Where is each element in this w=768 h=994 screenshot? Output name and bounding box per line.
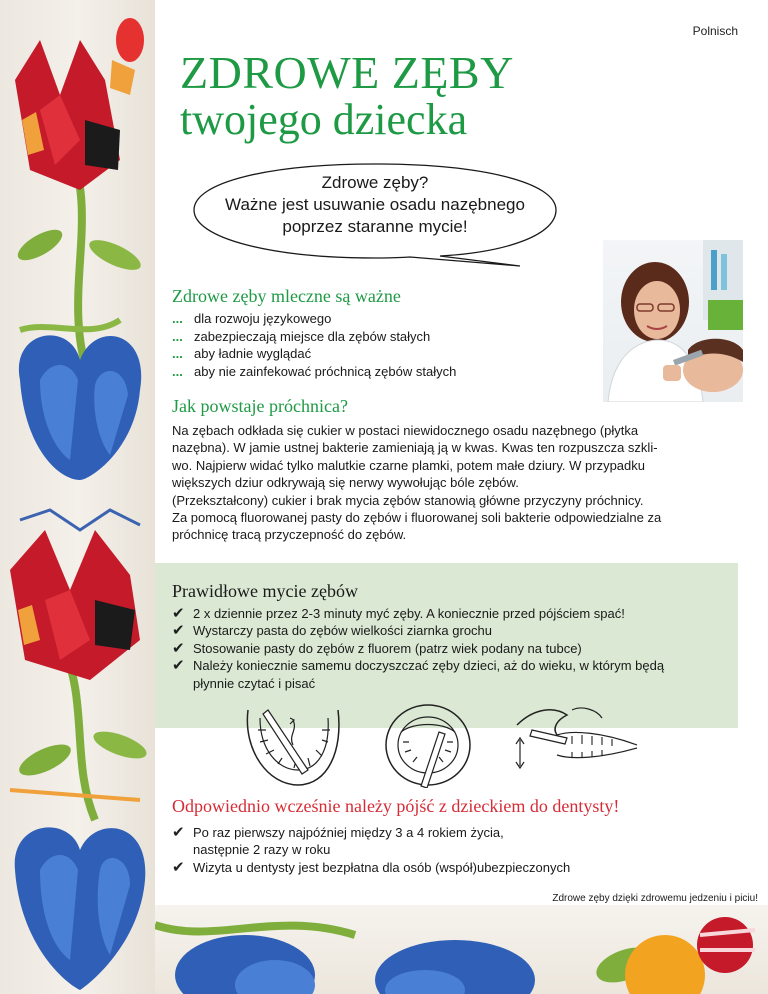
- bullet-dots: ...: [172, 346, 183, 361]
- milk-teeth-list: [172, 310, 456, 380]
- bullet-dots: ...: [172, 328, 183, 344]
- dentist-heading: Odpowiednio wcześnie należy pójść z dzieckiem do dentysty!: [172, 796, 620, 816]
- checkmark-icon: ✔: [172, 858, 185, 876]
- list-item: [172, 657, 664, 674]
- page-subtitle: twojego dziecka: [180, 95, 468, 144]
- checkmark-icon: ✔: [172, 824, 185, 841]
- list-item-text: aby ładnie wyglądać: [194, 346, 312, 361]
- list-item-text: aby nie zainfekować próchnicą zębów stałych: [194, 363, 457, 379]
- checkmark-icon: ✔: [172, 657, 185, 675]
- brushing-teeth-sketch-3: [512, 700, 640, 772]
- dentist-photo: [603, 240, 743, 402]
- list-item-text: dla rozwoju językowego: [194, 311, 332, 326]
- list-item: [172, 640, 664, 657]
- list-item-text: Stosowanie pasty do zębów z fluorem (patrz wiek podany na tubce): [193, 640, 582, 656]
- embroidery-flowers-illustration: [0, 0, 155, 994]
- paragraph-line: wo. Najpierw widać tylko malutkie czarne plamki, potem małe dziury. W przypadku: [172, 457, 645, 473]
- list-item: [172, 605, 664, 622]
- list-item-text: Należy koniecznie samemu doczyszczać zęby dzieci, aż do wieku, w którym będą: [193, 658, 665, 674]
- checkmark-icon: ✔: [172, 622, 185, 640]
- list-item: [172, 824, 570, 841]
- footer-note: Zdrowe zęby dzięki zdrowemu jedzeniu i piciu!: [552, 893, 758, 904]
- page-title: ZDROWE ZĘBY: [180, 47, 514, 98]
- dentist-list: [172, 824, 570, 876]
- list-item-text: zabezpieczają miejsce dla zębów stałych: [194, 328, 431, 344]
- list-item: [172, 310, 456, 328]
- brushing-teeth-sketch-1: [238, 700, 348, 790]
- paragraph-line: Za pomocą fluorowanej pasty do zębów i fluorowanej soli bakterie odpowiedzialne za: [172, 510, 662, 526]
- embroidery-bottom-illustration: [155, 905, 768, 994]
- embroidery-border-left: [0, 0, 155, 994]
- bullet-dots: ...: [172, 363, 183, 379]
- checkmark-icon: ✔: [172, 639, 185, 657]
- embroidery-border-bottom: [155, 905, 768, 994]
- brushing-heading: Prawidłowe mycie zębów: [172, 581, 358, 601]
- list-item: [172, 328, 456, 346]
- dentist-with-child-illustration: [603, 240, 743, 402]
- caries-heading: Jak powstaje próchnica?: [172, 396, 348, 416]
- list-item-continuation: następnie 2 razy w roku: [193, 842, 331, 858]
- brushing-list: [172, 605, 664, 692]
- list-item: [172, 345, 456, 363]
- list-item: [172, 859, 570, 876]
- paragraph-line: (Przekształcony) cukier i brak mycia zębów stanowią główne przyczyny próchnicy.: [172, 492, 644, 508]
- paragraph-line: nazębna). W jamie ustnej bakterie zamieniają ją w kwas. Kwas ten rozpuszcza szkli-: [172, 440, 658, 456]
- list-item-text: 2 x dziennie przez 2-3 minuty myć zęby. A koniecznie przed pójściem spać!: [193, 606, 625, 621]
- list-item: [172, 363, 456, 381]
- language-label: Polnisch: [692, 24, 738, 38]
- list-item-continuation: płynnie czytać i pisać: [193, 675, 316, 691]
- brushing-teeth-sketch-2: [383, 702, 473, 788]
- list-item-text: Wystarczy pasta do zębów wielkości ziarnka grochu: [193, 623, 493, 639]
- checkmark-icon: ✔: [172, 605, 185, 622]
- list-item-text: Wizyta u dentysty jest bezpłatna dla osób (współ)ubezpieczonych: [193, 859, 571, 875]
- list-item-text: Po raz pierwszy najpóźniej między 3 a 4 rokiem życia,: [193, 825, 504, 840]
- bubble-line-2: Ważne jest usuwanie osadu nazębnego: [225, 195, 525, 214]
- milk-teeth-heading: Zdrowe zęby mleczne są ważne: [172, 286, 401, 306]
- paragraph-line: większych dziur odkrywają się nerwy wywołując bóle zębów.: [172, 475, 519, 491]
- paragraph-line: próchnicę tracą przyczepność do zębów.: [172, 527, 407, 543]
- bullet-dots: ...: [172, 311, 183, 326]
- speech-bubble-text: [200, 172, 550, 238]
- paragraph-line: Na zębach odkłada się cukier w postaci niewidocznego osadu nazębnego (płytka: [172, 423, 639, 438]
- bubble-line-1: Zdrowe zęby?: [321, 173, 429, 192]
- caries-paragraph: [172, 422, 712, 544]
- list-item: [172, 622, 664, 639]
- bubble-line-3: poprzez staranne mycie!: [282, 217, 468, 236]
